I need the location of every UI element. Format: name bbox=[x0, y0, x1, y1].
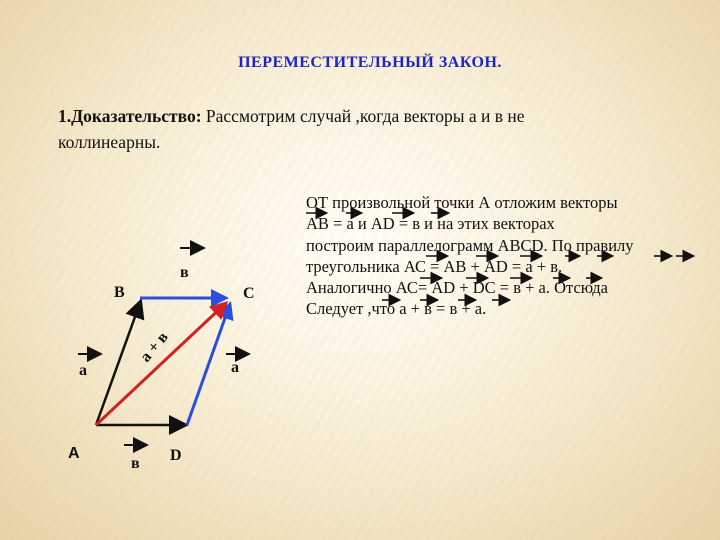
vector-a-right-label: а bbox=[231, 359, 239, 376]
text-line-6: Следует ,что а + в = в + а. bbox=[306, 299, 487, 319]
diagonal-ac bbox=[96, 303, 226, 425]
slide-title: ПЕРЕМЕСТИТЕЛЬНЫЙ ЗАКОН. bbox=[238, 54, 502, 71]
text-line-5: Аналогично АС= АD + DС = в + а. Отсюда bbox=[306, 278, 608, 298]
text-line-1: ОТ произвольной точки А отложим векторы bbox=[306, 193, 618, 212]
vertex-d-label: D bbox=[170, 447, 182, 464]
edge-ab bbox=[96, 303, 140, 425]
proof-label: 1.Доказательство: bbox=[58, 106, 202, 126]
proof-line-2: коллинеарны. bbox=[58, 132, 161, 152]
vertex-a-label: A bbox=[68, 445, 80, 462]
edge-dc bbox=[187, 304, 230, 425]
text-vector-arrows bbox=[306, 213, 692, 300]
text-line-4: треугольника АС = АВ + АD = а + в. bbox=[306, 256, 563, 276]
text-line-3: построим параллелограмм АВСD. По правилу bbox=[306, 235, 634, 255]
vector-b-bottom-label: в bbox=[131, 455, 140, 472]
vertex-c-label: C bbox=[243, 285, 255, 302]
diagonal-sum-label: а + в bbox=[137, 328, 172, 366]
vertex-b-label: B bbox=[114, 284, 125, 301]
vector-b-top-label: в bbox=[180, 264, 189, 281]
text-line-2: АВ = а и АD = в и на этих векторах bbox=[306, 214, 555, 234]
vector-a-left-label: а bbox=[79, 362, 87, 379]
proof-line1-text: Рассмотрим случай ,когда векторы а и в не bbox=[205, 106, 525, 126]
